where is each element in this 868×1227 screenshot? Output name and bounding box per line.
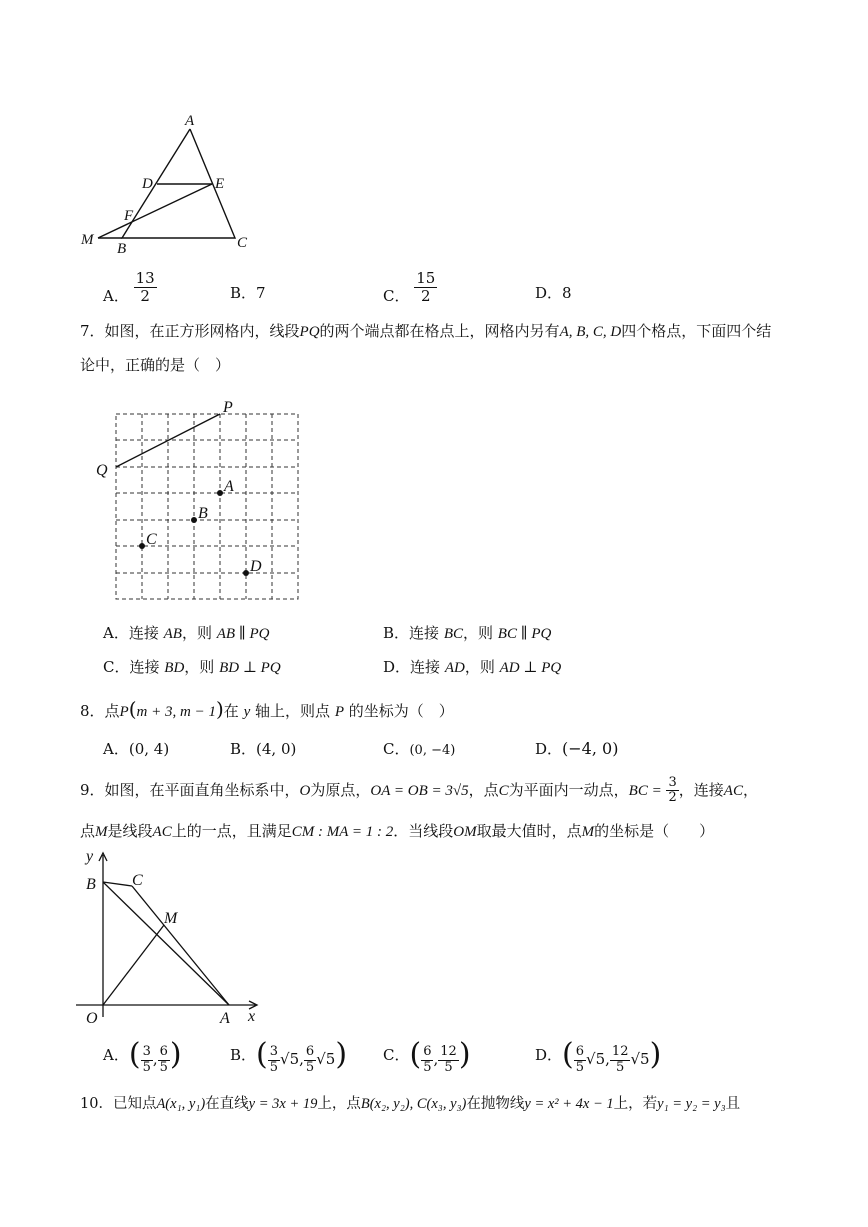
q9-line2: 点M是线段AC上的一点，且满足CM : MA = 1 : 2．当线段OM取最大值时，点M的坐标是（ ） [80,822,715,840]
segment-ba [103,882,229,1005]
label-o: O [86,1010,98,1027]
segment-me [98,184,212,238]
segment-ca [132,886,229,1005]
q6-option-d[interactable] [535,282,572,303]
fraction: $\frac{3}{2}$ [668,775,677,806]
q9-line1: 9．如图，在平面直角坐标系中，O为原点，OA = OB = 3√5，点C为平面内一动点，BC = $\frac{3}{2}$ ，连接AC， [80,775,758,806]
option-label: C． [383,287,410,305]
q7-grid-figure [88,396,308,606]
label-q: Q [96,462,108,479]
option-label: A． [103,287,129,305]
label-x: x [248,1008,256,1025]
label-c: C [146,531,157,548]
q6-option-b[interactable] [230,282,266,303]
q6-figure [70,105,270,260]
q8-stem: 8．点P(m + 3, m − 1)在 y 轴上，则点 P 的坐标为（ ） [80,697,454,721]
label-c: C [237,235,248,251]
label-f: F [124,208,134,224]
point-a [217,490,223,496]
label-a: A [224,478,234,495]
q9-option-d[interactable]: D．( $\frac{6}{5}$ √5, $\frac{12}{5}$ √5) [535,1037,662,1075]
label-y: y [86,848,94,865]
label-d: D [142,176,153,192]
label-m: M [81,232,94,248]
option-label: D． [535,284,563,302]
q6-option-a[interactable] [103,270,157,304]
q8-option-c[interactable]: C．(0, −4) [383,740,456,758]
q7-line1: 7．如图，在正方形网格内，线段PQ的两个端点都在格点上，网格内另有A, B, C, D四个格点，下面四个结 [80,322,772,340]
option-value: 8 [562,284,572,302]
label-m: M [164,910,178,927]
segment-om [103,925,164,1005]
q10-stem: 10．已知点A(x₁, y₁)在直线y = 3x + 19上，点B(x₂, y₂), C(x₃, y₃)在抛物线y = x² + 4x − 1上，若y₁ = y₂ = y₃且 [80,1096,741,1112]
q7-option-d[interactable]: D．连接 AD，则 AD ⊥ PQ [383,658,562,676]
label-b: B [117,241,127,257]
label-b: B [86,876,96,893]
label-b: B [198,505,208,522]
point-c [139,543,145,549]
q8-option-b[interactable]: B．(4, 0) [230,740,297,758]
label-p: P [223,399,233,416]
label-c: C [132,872,143,889]
q7-option-b[interactable]: B．连接 BC，则 BC ∥ PQ [383,624,552,642]
label-d: D [250,558,262,575]
q6-option-c[interactable] [383,270,437,304]
option-value: 7 [256,284,266,302]
option-label: B． [230,284,257,302]
fraction: $\frac{15}{2}$ [416,269,436,305]
q9-option-a[interactable]: A．( $\frac{3}{5}$ , $\frac{6}{5}$ ) [103,1037,182,1075]
label-a: A [220,1010,230,1027]
q8-option-a[interactable]: A．(0, 4) [103,740,170,758]
q7-option-a[interactable]: A．连接 AB，则 AB ∥ PQ [103,624,270,642]
q7-line2: 论中，正确的是（ ） [80,356,231,374]
q9-option-c[interactable]: C．( $\frac{6}{5}$ , $\frac{12}{5}$ ) [383,1037,471,1075]
q9-figure [72,845,272,1030]
point-d [243,570,249,576]
q7-option-c[interactable]: C．连接 BD，则 BD ⊥ PQ [103,658,281,676]
label-e: E [215,176,225,192]
point-b [191,517,197,523]
fraction: $\frac{13}{2}$ [135,269,155,305]
q9-option-b[interactable]: B．( $\frac{3}{5}$ √5, $\frac{6}{5}$ √5) [230,1037,348,1075]
label-a: A [185,113,195,129]
q8-option-d[interactable]: D．(−4, 0) [535,739,619,758]
